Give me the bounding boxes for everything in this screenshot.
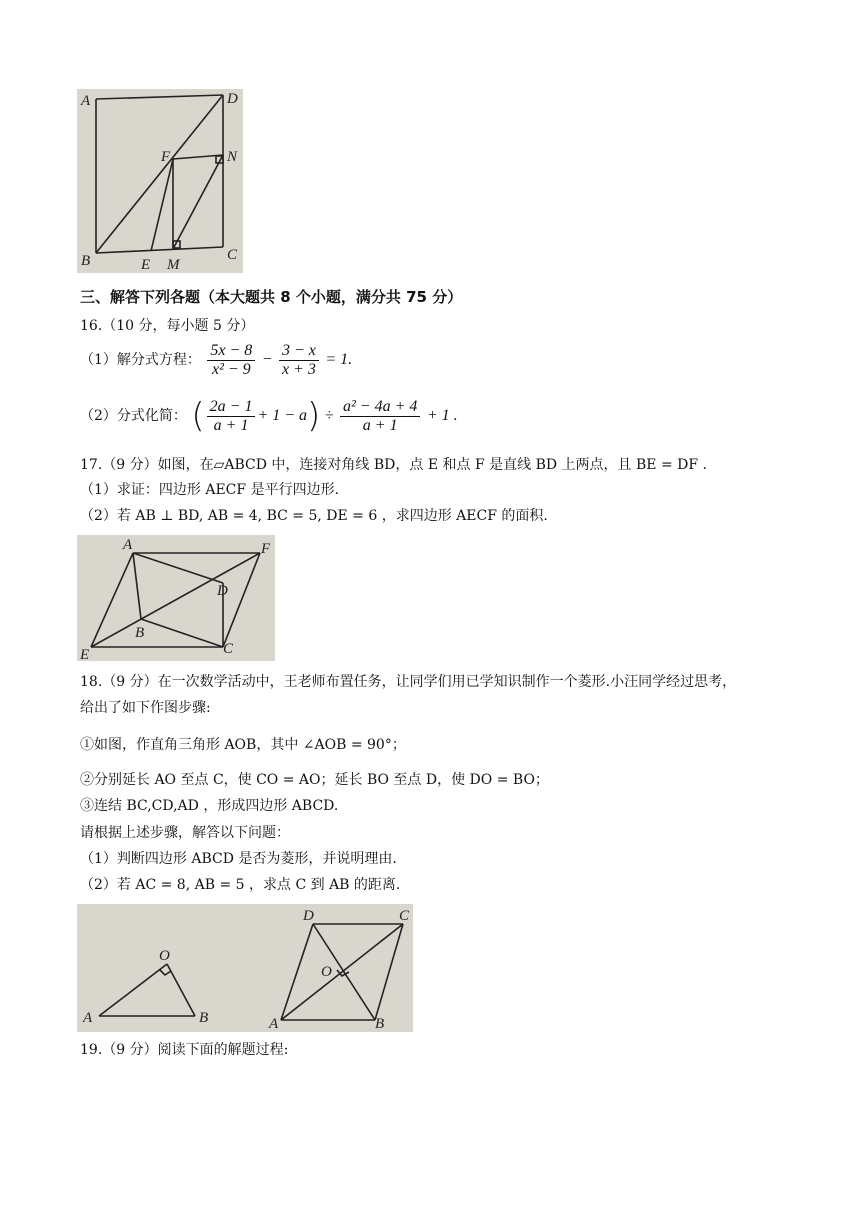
q18-line2: 给出了如下作图步骤: xyxy=(80,700,211,716)
q18-step2: ②分别延长 AO 至点 C，使 CO = AO；延长 BO 至点 D，使 DO = BO； xyxy=(80,772,549,788)
fraction: $\frac{3 - x}{x + 3}$ xyxy=(279,342,319,379)
q16-p1-label: （1）解分式方程： xyxy=(80,352,201,368)
label-C: C xyxy=(223,641,234,657)
q18-step1: ①如图，作直角三角形 AOB，其中 ∠AOB = 90°； xyxy=(80,737,406,753)
section-heading: 三、解答下列各题（本大题共 8 个小题，满分共 75 分） xyxy=(80,288,463,306)
label-B: B xyxy=(199,1010,209,1026)
label-F: F xyxy=(161,149,171,165)
label-D: D xyxy=(303,908,314,924)
q18-sub2: （2）若 AC = 8, AB = 5 ，求点 C 到 AB 的距离. xyxy=(80,877,401,893)
label-C: C xyxy=(227,247,238,263)
figure-triangle-rhombus xyxy=(77,904,413,1032)
q19-line1: 19.（9 分）阅读下面的解题过程: xyxy=(80,1042,289,1058)
q17-line3: （2）若 AB ⊥ BD, AB = 4, BC = 5, DE = 6 ，求四边形 AECF 的面积. xyxy=(80,508,548,524)
q18-line1: 18.（9 分）在一次数学活动中，王老师布置任务，让同学们用已学知识制作一个菱形.小汪同学经过思考， xyxy=(80,674,737,690)
label-N: N xyxy=(227,149,238,165)
q18-prompt: 请根据上述步骤，解答以下问题： xyxy=(80,825,290,841)
label-C: C xyxy=(399,908,410,924)
label-B: B xyxy=(375,1016,385,1032)
label-A: A xyxy=(81,93,91,109)
label-O: O xyxy=(321,964,332,980)
label-E: E xyxy=(141,257,151,273)
q16-part2: （2）分式化简： ( $\frac{2a - 1}{a + 1}$ + 1 − a) ÷ $\frac{\text{a² − 4a + 4}}{a + 1}$ + 1 . xyxy=(80,396,458,436)
label-A: A xyxy=(123,537,133,553)
q18-sub1: （1）判断四边形 ABCD 是否为菱形，并说明理由. xyxy=(80,851,397,867)
q16-part1: （1）解分式方程： $\frac{5x - 8}{\text{x² − 9}}$ − $\frac{3 - x}{x + 3}$ = 1. xyxy=(80,341,353,378)
label-A: A xyxy=(269,1016,279,1032)
q16-p2-label: （2）分式化简： xyxy=(80,408,187,424)
q17-line2: （1）求证：四边形 AECF 是平行四边形. xyxy=(80,482,340,498)
label-O: O xyxy=(159,948,170,964)
q17-line1: 17.（9 分）如图，在▱ABCD 中，连接对角线 BD，点 E 和点 F 是直线 BD 上两点，且 BE = DF . xyxy=(80,457,707,473)
label-B: B xyxy=(81,253,91,269)
fraction: $\frac{\text{a² − 4a + 4}}{a + 1}$ xyxy=(340,398,420,435)
figure-square xyxy=(77,89,243,273)
label-M: M xyxy=(167,257,180,273)
label-D: D xyxy=(217,583,228,599)
label-F: F xyxy=(261,541,271,557)
figure-parallelogram xyxy=(77,535,275,661)
q16-p1-tail: = 1. xyxy=(325,351,353,368)
q16-header: 16.（10 分，每小题 5 分） xyxy=(80,318,255,334)
label-A: A xyxy=(83,1010,93,1026)
label-B: B xyxy=(135,625,145,641)
fraction: $\frac{5x - 8}{\text{x² − 9}}$ xyxy=(207,342,255,379)
q18-step3: ③连结 BC,CD,AD ，形成四边形 ABCD. xyxy=(80,798,339,814)
label-E: E xyxy=(80,647,90,661)
label-D: D xyxy=(227,91,238,107)
fraction: $\frac{2a - 1}{a + 1}$ xyxy=(207,398,256,435)
